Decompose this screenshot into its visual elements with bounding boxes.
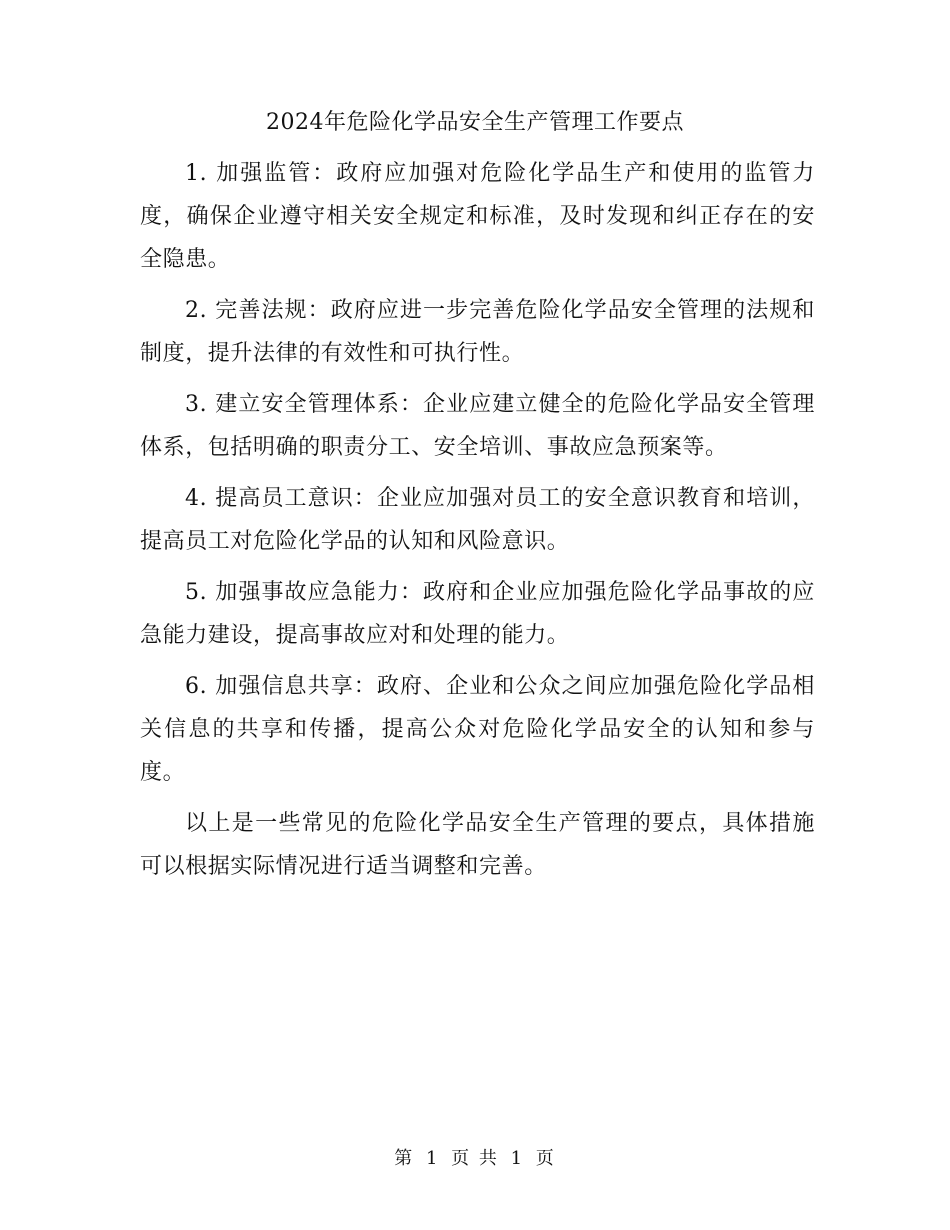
- document-body: [140, 152, 815, 896]
- paragraph-item-1: 1. 加强监管：政府应加强对危险化学品生产和使用的监管力度，确保企业遵守相关安全规定和标准，及时发现和纠正存在的安全隐患。: [140, 161, 815, 272]
- page-footer: [0, 1146, 950, 1172]
- paragraph-item-3: 3. 建立安全管理体系：企业应建立健全的危险化学品安全管理体系，包括明确的职责分工、安全培训、事故应急预案等。: [140, 392, 815, 460]
- paragraph-item-2: 2. 完善法规：政府应进一步完善危险化学品安全管理的法规和制度，提升法律的有效性和可执行性。: [140, 298, 815, 366]
- page-label-suffix: 页: [535, 1148, 556, 1169]
- page-label-prefix: 第: [394, 1148, 415, 1169]
- document-title: 2024年危险化学品安全生产管理工作要点: [266, 110, 684, 135]
- paragraph-item-6: 6. 加强信息共享：政府、企业和公众之间应加强危险化学品相关信息的共享和传播，提高公众对危险化学品安全的认知和参与度。: [140, 674, 815, 785]
- paragraph-conclusion: 以上是一些常见的危险化学品安全生产管理的要点，具体措施可以根据实际情况进行适当调整和完善。: [140, 811, 815, 879]
- page-total: 1: [510, 1148, 525, 1169]
- page-label-mid: 页 共: [451, 1148, 499, 1169]
- paragraph-item-5: 5. 加强事故应急能力：政府和企业应加强危险化学品事故的应急能力建设，提高事故应对和处理的能力。: [140, 580, 815, 648]
- paragraph-item-4: 4. 提高员工意识：企业应加强对员工的安全意识教育和培训，提高员工对危险化学品的认知和风险意识。: [140, 486, 815, 554]
- page-number: 1: [425, 1148, 440, 1169]
